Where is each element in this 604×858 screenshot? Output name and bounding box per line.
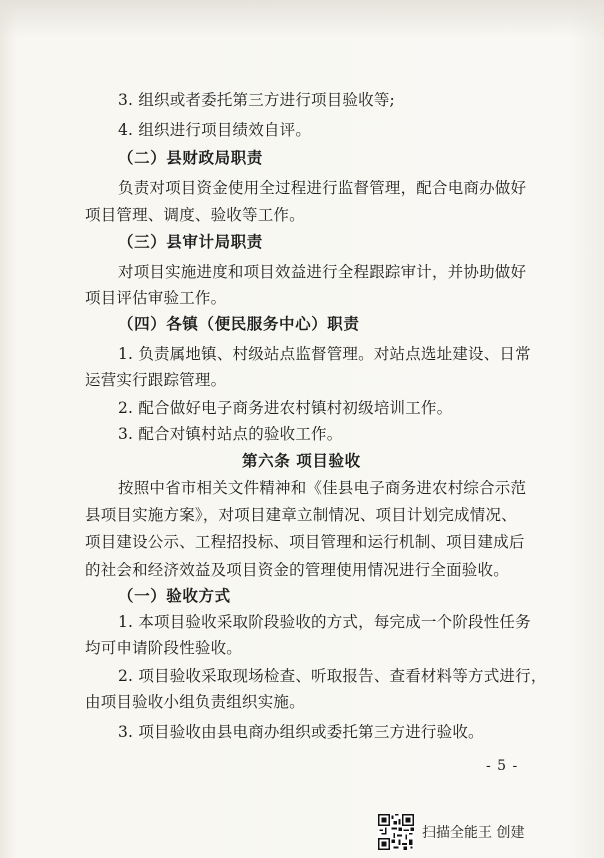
text-line: 项目管理、调度、验收等工作。	[85, 206, 305, 224]
section-heading: （四）各镇（便民服务中心）职责	[118, 314, 360, 333]
text-line: 运营实行跟踪管理。	[85, 371, 227, 389]
text-line: 2. 配合做好电子商务进农村镇村初级培训工作。	[118, 399, 453, 417]
text-line: 项目评估审验工作。	[85, 289, 227, 307]
section-heading: （二）县财政局职责	[118, 148, 263, 167]
text-line: 均可申请阶段性验收。	[85, 639, 243, 657]
text-line: 负责对项目资金使用全过程进行监督管理，配合电商办做好	[118, 179, 527, 197]
scanner-watermark	[378, 814, 524, 850]
article-heading: 第六条 项目验收	[242, 451, 361, 470]
text-line: 1. 负责属地镇、村级站点监督管理。对站点选址建设、日常	[118, 345, 531, 363]
text-line: 县项目实施方案》，对项目建章立制情况、项目计划完成情况、	[85, 506, 517, 524]
text-line: 4. 组织进行项目绩效自评。	[118, 121, 312, 139]
scanner-brand-text: 扫描全能王 创建	[422, 825, 525, 841]
scan-shadow	[0, 0, 604, 38]
text-line: 3. 配合对镇村站点的验收工作。	[118, 425, 343, 443]
text-line: 由项目验收小组负责组织实施。	[85, 693, 305, 711]
section-heading: （三）县审计局职责	[118, 232, 263, 251]
text-line: 3. 项目验收由县电商办组织或委托第三方进行验收。	[118, 723, 484, 741]
text-line: 2. 项目验收采取现场检查、听取报告、查看材料等方式进行，	[118, 667, 547, 685]
text-line: 按照中省市相关文件精神和《佳县电子商务进农村综合示范	[118, 479, 527, 497]
text-line: 项目建设公示、工程招投标、项目管理和运行机制、项目建成后	[85, 533, 525, 551]
text-line: 3. 组织或者委托第三方进行项目验收等;	[118, 91, 395, 109]
text-line: 对项目实施进度和项目效益进行全程跟踪审计，并协助做好	[118, 263, 527, 281]
qr-code-icon	[378, 814, 414, 850]
page-number: - 5 -	[486, 758, 519, 774]
section-heading: （一）验收方式	[118, 586, 231, 605]
text-line: 1. 本项目验收采取阶段验收的方式，每完成一个阶段性任务	[118, 613, 531, 631]
text-line: 的社会和经济效益及项目资金的管理使用情况进行全面验收。	[85, 561, 509, 579]
